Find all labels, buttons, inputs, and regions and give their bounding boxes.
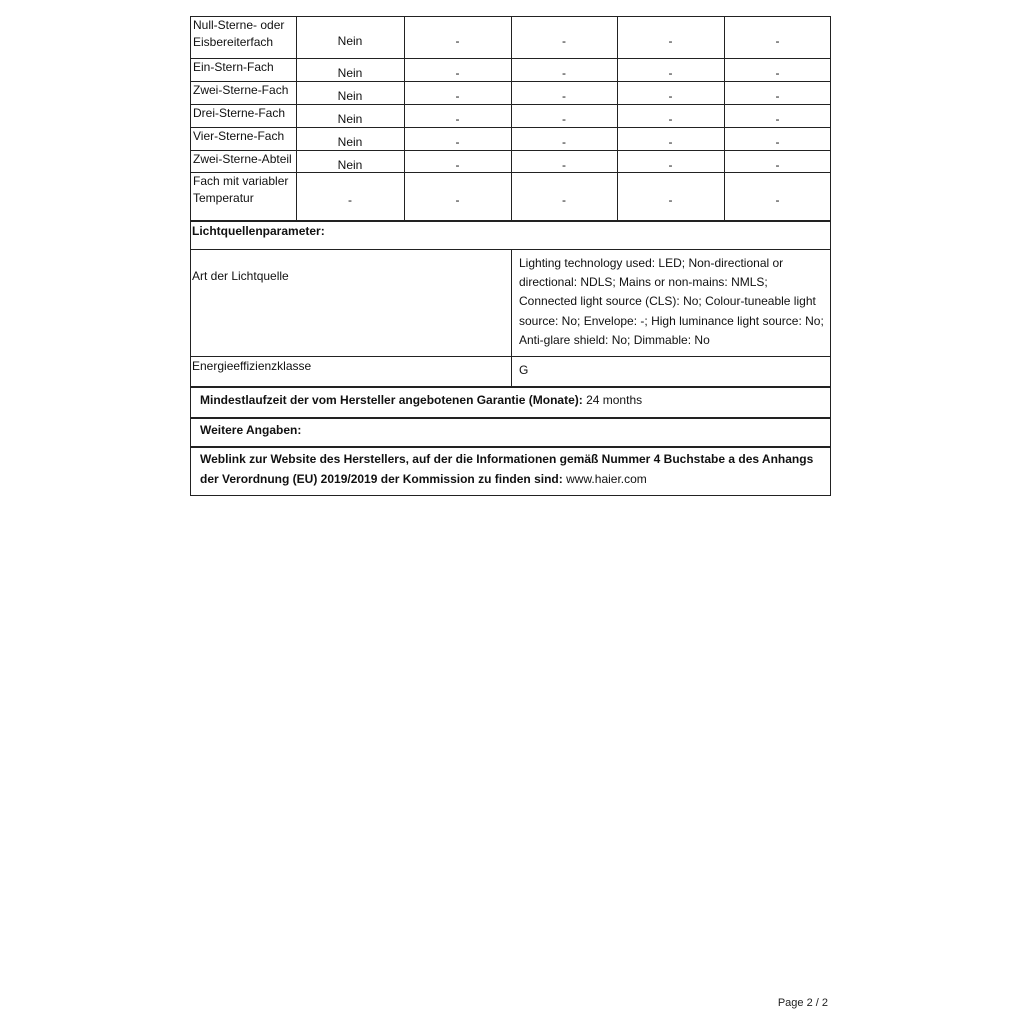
- energy-class-label: Energieeffizienzklasse: [192, 359, 312, 373]
- more-info-label: Weitere Angaben:: [200, 423, 302, 437]
- compartment-dash: -: [455, 158, 460, 172]
- compartment-dash: -: [775, 135, 780, 149]
- compartment-value: -: [348, 193, 352, 207]
- compartment-dash: -: [775, 66, 780, 80]
- compartment-value: Nein: [337, 89, 363, 103]
- compartment-dash: -: [668, 66, 673, 80]
- table-outer-border: [190, 16, 831, 496]
- compartment-dash: -: [668, 89, 673, 103]
- compartment-dash: -: [668, 135, 673, 149]
- compartment-dash: -: [455, 89, 460, 103]
- compartment-value: Nein: [337, 34, 363, 48]
- compartment-value: Nein: [337, 158, 363, 172]
- compartment-dash: -: [668, 34, 673, 48]
- compartment-dash: -: [562, 112, 566, 126]
- compartment-value: Nein: [337, 66, 363, 80]
- compartment-dash: -: [455, 193, 460, 207]
- compartment-dash: -: [455, 135, 460, 149]
- compartment-dash: -: [562, 66, 566, 80]
- page-number: Page 2 / 2: [777, 997, 828, 1009]
- compartment-dash: -: [455, 66, 460, 80]
- energy-class-value: G: [519, 363, 529, 377]
- compartment-dash: -: [775, 34, 780, 48]
- compartment-label: Zwei-Sterne-Fach: [193, 83, 289, 97]
- compartment-dash: -: [455, 112, 460, 126]
- light-type-value: Lighting technology used: LED; Non-directional or directional: NDLS; Mains or non-mains: NMLS; Connected light source (CLS): No; Colour-tuneable light source: No; Envelope: -; High luminance light source: No; Anti-glare shield: No; Dimmable: No: [519, 256, 824, 347]
- light-source-heading: Lichtquellenparameter:: [192, 224, 325, 238]
- compartment-label: Ein-Stern-Fach: [193, 60, 274, 74]
- compartment-dash: -: [668, 112, 673, 126]
- compartment-dash: -: [775, 158, 780, 172]
- compartment-label: Null-Sterne- oder Eisbereiterfach: [193, 18, 285, 49]
- weblink-value[interactable]: www.haier.com: [566, 471, 647, 486]
- weblink-label: Weblink zur Website des Herstellers, auf der die Informationen gemäß Nummer 4 Buchstabe a des Anhangs der Verordnung (EU) 2019/2019 der Kommission zu finden sind:: [200, 452, 814, 486]
- compartment-dash: -: [775, 112, 780, 126]
- compartment-dash: -: [562, 89, 566, 103]
- compartment-dash: -: [775, 89, 780, 103]
- compartment-dash: -: [775, 193, 780, 207]
- compartment-label: Fach mit variabler Temperatur: [193, 174, 289, 205]
- compartment-dash: -: [668, 193, 673, 207]
- compartment-label: Zwei-Sterne-Abteil: [193, 152, 292, 166]
- warranty-value: 24 months: [586, 393, 643, 407]
- warranty-label: Mindestlaufzeit der vom Hersteller angebotenen Garantie (Monate):: [200, 393, 583, 407]
- compartment-value: Nein: [337, 112, 363, 126]
- compartment-label: Vier-Sterne-Fach: [193, 129, 285, 143]
- compartment-dash: -: [668, 158, 673, 172]
- compartment-label: Drei-Sterne-Fach: [193, 106, 286, 120]
- compartment-dash: -: [562, 135, 566, 149]
- compartment-dash: -: [562, 158, 566, 172]
- compartment-dash: -: [562, 34, 566, 48]
- compartment-dash: -: [455, 34, 460, 48]
- light-type-label: Art der Lichtquelle: [192, 269, 289, 283]
- compartment-value: Nein: [337, 135, 363, 149]
- compartment-dash: -: [562, 193, 566, 207]
